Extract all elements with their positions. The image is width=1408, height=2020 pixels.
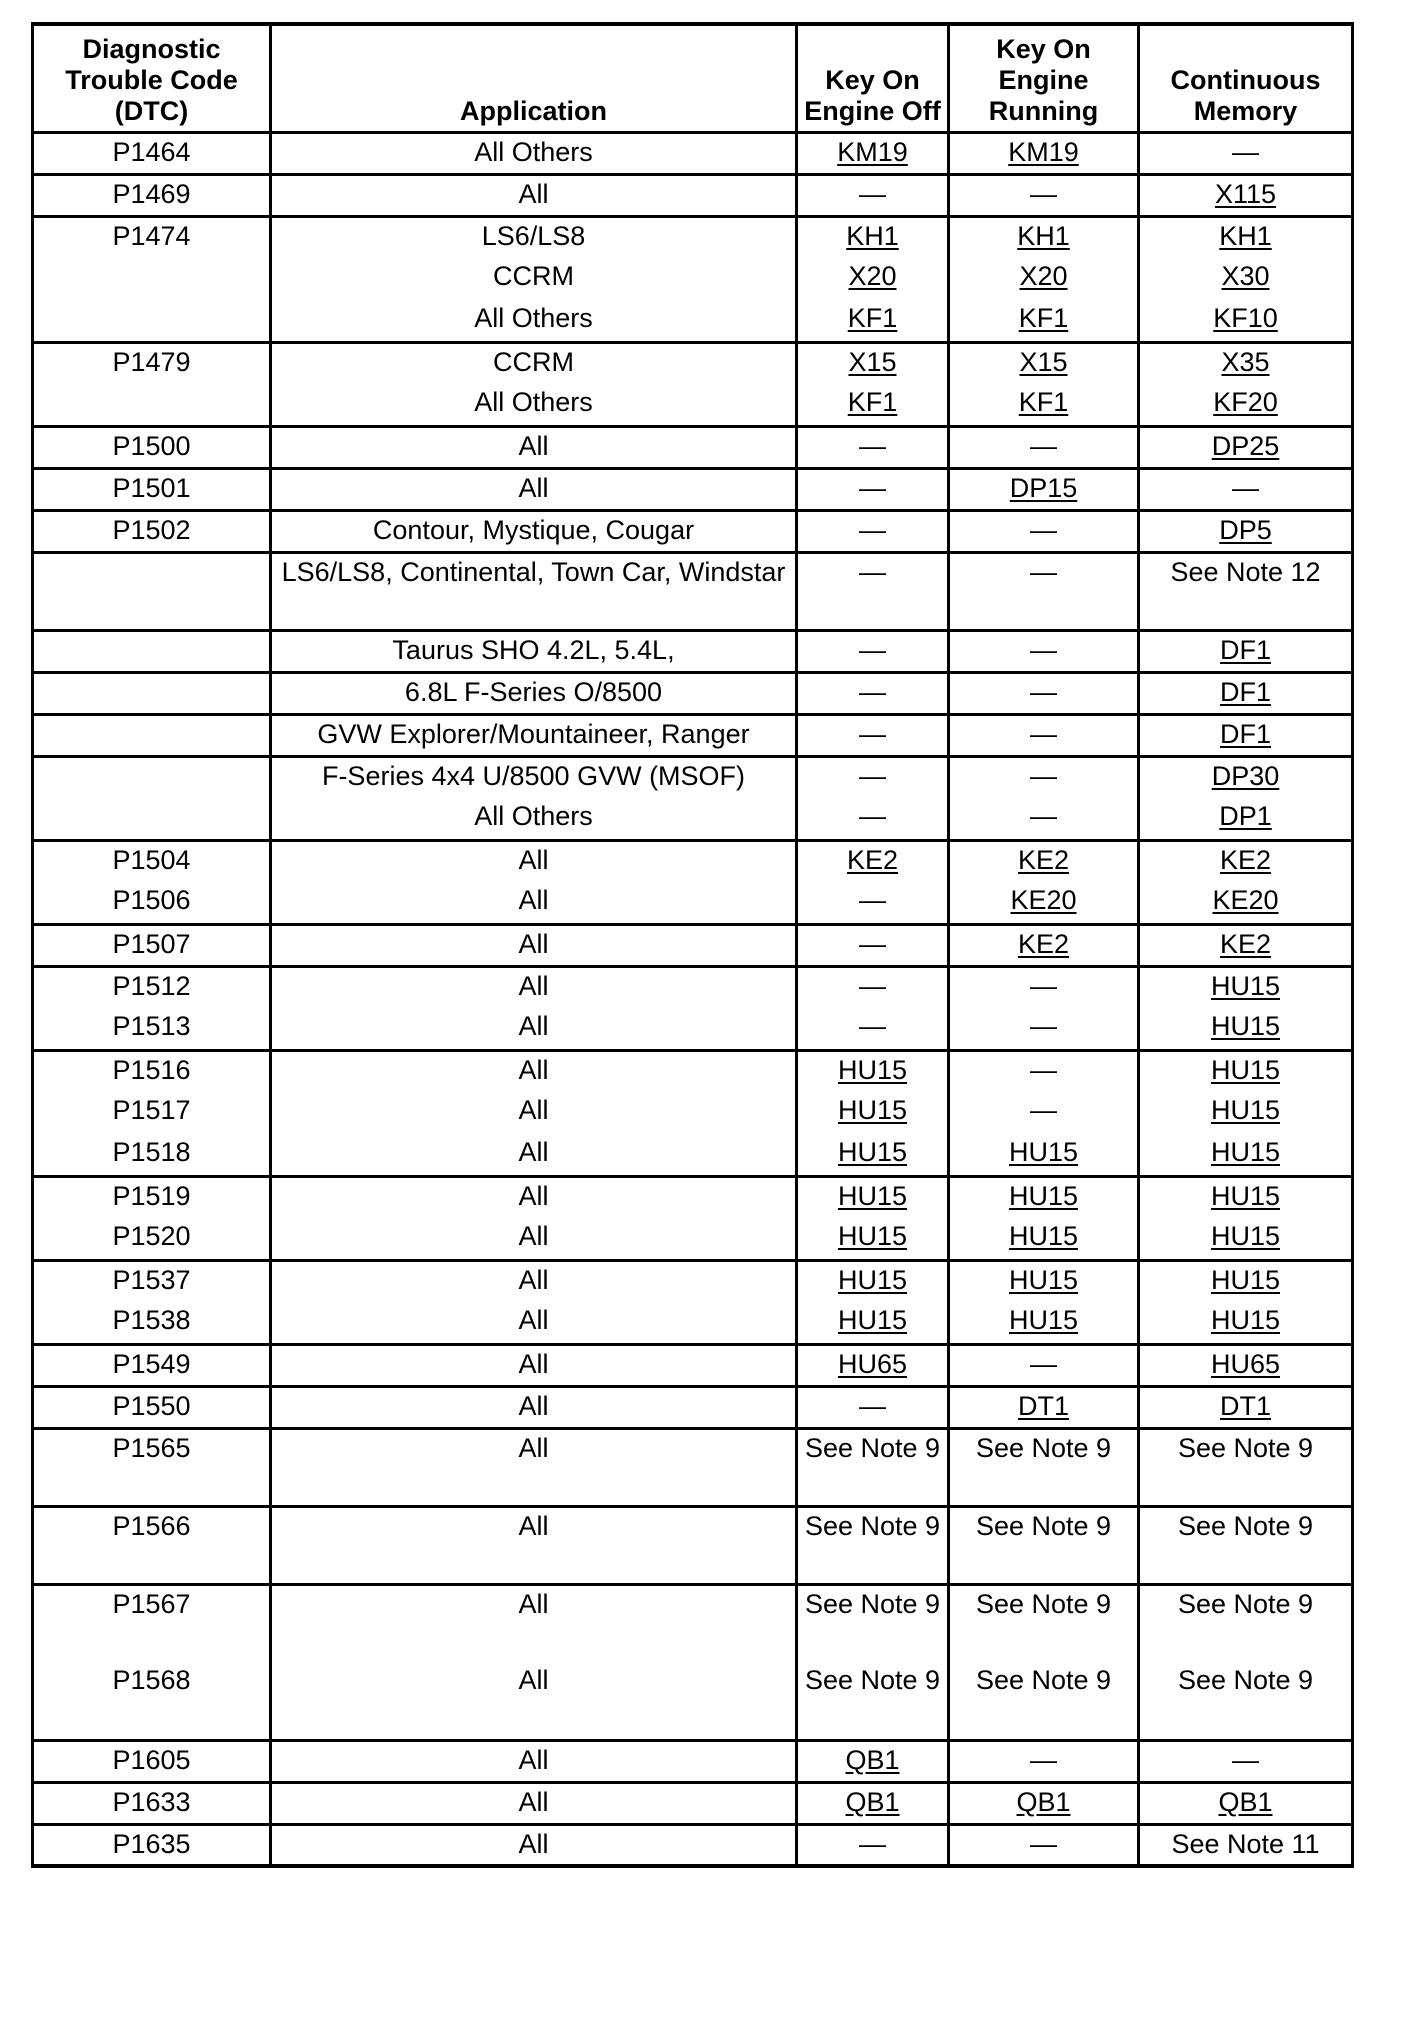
koeo-cell: HU15 [797, 1218, 949, 1260]
koeo-cell: KE2 [797, 840, 949, 882]
application-cell: All [271, 1260, 797, 1302]
dtc-cell: P1519 [33, 1176, 271, 1218]
table-row [33, 714, 1353, 756]
koeo-cell: QB1 [797, 1782, 949, 1824]
dtc-cell: P1479 [33, 342, 271, 384]
application-cell: LS6/LS8 [271, 216, 797, 258]
table-row [33, 426, 1353, 468]
koeo-cell: — [797, 174, 949, 216]
continuous-memory-cell: HU15 [1139, 1092, 1353, 1134]
koeo-cell: — [797, 510, 949, 552]
continuous-memory-cell: KF20 [1139, 384, 1353, 426]
dtc-cell: P1506 [33, 882, 271, 924]
continuous-memory-cell: HU15 [1139, 1134, 1353, 1176]
dtc-cell: P1517 [33, 1092, 271, 1134]
dtc-cell: P1469 [33, 174, 271, 216]
continuous-memory-cell: See Note 9 [1139, 1428, 1353, 1506]
table-row [33, 1506, 1353, 1584]
table-row [33, 882, 1353, 924]
continuous-memory-cell: KE2 [1139, 840, 1353, 882]
dtc-cell: P1501 [33, 468, 271, 510]
table-row [33, 174, 1353, 216]
koeo-cell: QB1 [797, 1740, 949, 1782]
continuous-memory-cell: HU15 [1139, 1050, 1353, 1092]
application-cell: All Others [271, 384, 797, 426]
koeo-cell: — [797, 798, 949, 840]
header-row [33, 24, 1353, 132]
dtc-cell [33, 798, 271, 840]
koer-cell: — [949, 714, 1139, 756]
continuous-memory-cell: KH1 [1139, 216, 1353, 258]
koeo-cell: HU15 [797, 1176, 949, 1218]
koer-cell: See Note 9 [949, 1428, 1139, 1506]
application-cell: Contour, Mystique, Cougar [271, 510, 797, 552]
koer-cell: KF1 [949, 300, 1139, 342]
koer-cell: — [949, 1344, 1139, 1386]
application-cell: All Others [271, 798, 797, 840]
koer-cell: HU15 [949, 1218, 1139, 1260]
application-cell: GVW Explorer/Mountaineer, Ranger [271, 714, 797, 756]
koer-cell: DP15 [949, 468, 1139, 510]
application-cell: All [271, 1050, 797, 1092]
koeo-cell: — [797, 630, 949, 672]
koeo-cell: KH1 [797, 216, 949, 258]
koeo-cell: See Note 9 [797, 1428, 949, 1506]
application-cell: All [271, 426, 797, 468]
table-row [33, 384, 1353, 426]
dtc-cell [33, 672, 271, 714]
continuous-memory-cell: — [1139, 1740, 1353, 1782]
application-cell: All [271, 1134, 797, 1176]
continuous-memory-cell: HU65 [1139, 1344, 1353, 1386]
dtc-cell: P1518 [33, 1134, 271, 1176]
table-row [33, 924, 1353, 966]
koeo-cell: See Note 9 [797, 1506, 949, 1584]
table-row [33, 840, 1353, 882]
continuous-memory-cell: DF1 [1139, 630, 1353, 672]
koeo-cell: — [797, 1008, 949, 1050]
continuous-memory-cell: HU15 [1139, 1260, 1353, 1302]
dtc-cell: P1635 [33, 1824, 271, 1866]
continuous-memory-cell: QB1 [1139, 1782, 1353, 1824]
koer-cell: — [949, 1050, 1139, 1092]
koeo-cell: — [797, 882, 949, 924]
dtc-cell: P1550 [33, 1386, 271, 1428]
table-row [33, 1008, 1353, 1050]
table-row [33, 1428, 1353, 1506]
application-cell: All [271, 840, 797, 882]
koer-cell: — [949, 966, 1139, 1008]
koeo-cell: X20 [797, 258, 949, 300]
koer-cell: — [949, 1008, 1139, 1050]
application-cell: CCRM [271, 342, 797, 384]
table-row [33, 1050, 1353, 1092]
koeo-cell: — [797, 1386, 949, 1428]
koer-cell: KH1 [949, 216, 1139, 258]
koeo-cell: HU15 [797, 1092, 949, 1134]
dtc-table-body [33, 132, 1353, 1866]
application-cell: All [271, 1092, 797, 1134]
koeo-cell: — [797, 714, 949, 756]
dtc-cell [33, 714, 271, 756]
dtc-cell: P1464 [33, 132, 271, 174]
koeo-cell: — [797, 1824, 949, 1866]
application-cell: All [271, 1506, 797, 1584]
dtc-cell: P1513 [33, 1008, 271, 1050]
table-row [33, 342, 1353, 384]
table-row [33, 756, 1353, 798]
continuous-memory-cell: KE2 [1139, 924, 1353, 966]
koer-cell: HU15 [949, 1176, 1139, 1218]
header-key-on-engine-running: Key On Engine Running [949, 24, 1139, 132]
koeo-cell: HU15 [797, 1050, 949, 1092]
table-row [33, 510, 1353, 552]
table-row [33, 1782, 1353, 1824]
dtc-cell: P1567 [33, 1584, 271, 1662]
dtc-cell: P1504 [33, 840, 271, 882]
header-continuous-memory: Continuous Memory [1139, 24, 1353, 132]
dtc-cell: P1516 [33, 1050, 271, 1092]
table-row [33, 1134, 1353, 1176]
koer-cell: X15 [949, 342, 1139, 384]
dtc-cell: P1502 [33, 510, 271, 552]
koer-cell: — [949, 1740, 1139, 1782]
continuous-memory-cell: DP1 [1139, 798, 1353, 840]
koer-cell: KE2 [949, 840, 1139, 882]
koeo-cell: HU15 [797, 1134, 949, 1176]
koer-cell: — [949, 174, 1139, 216]
application-cell: All [271, 1344, 797, 1386]
continuous-memory-cell: DF1 [1139, 714, 1353, 756]
continuous-memory-cell: DP5 [1139, 510, 1353, 552]
dtc-cell [33, 258, 271, 300]
table-row [33, 258, 1353, 300]
application-cell: 6.8L F-Series O/8500 [271, 672, 797, 714]
table-row [33, 1386, 1353, 1428]
table-row [33, 1584, 1353, 1662]
koeo-cell: See Note 9 [797, 1584, 949, 1662]
table-row [33, 1218, 1353, 1260]
application-cell: All [271, 1782, 797, 1824]
koer-cell: — [949, 798, 1139, 840]
table-row [33, 552, 1353, 630]
koer-cell: HU15 [949, 1260, 1139, 1302]
dtc-cell: P1605 [33, 1740, 271, 1782]
dtc-cell: P1568 [33, 1662, 271, 1740]
koer-cell: — [949, 426, 1139, 468]
continuous-memory-cell: See Note 9 [1139, 1506, 1353, 1584]
continuous-memory-cell: X30 [1139, 258, 1353, 300]
dtc-cell: P1538 [33, 1302, 271, 1344]
application-cell: All [271, 1662, 797, 1740]
application-cell: All [271, 1176, 797, 1218]
koer-cell: QB1 [949, 1782, 1139, 1824]
application-cell: All [271, 1218, 797, 1260]
header-application: Application [271, 24, 797, 132]
continuous-memory-cell: HU15 [1139, 1302, 1353, 1344]
application-cell: All [271, 174, 797, 216]
table-row [33, 300, 1353, 342]
application-cell: All [271, 882, 797, 924]
application-cell: F-Series 4x4 U/8500 GVW (MSOF) [271, 756, 797, 798]
continuous-memory-cell: KE20 [1139, 882, 1353, 924]
dtc-cell: P1507 [33, 924, 271, 966]
koeo-cell: KM19 [797, 132, 949, 174]
table-row [33, 216, 1353, 258]
dtc-cell: P1549 [33, 1344, 271, 1386]
koer-cell: — [949, 672, 1139, 714]
koer-cell: KE20 [949, 882, 1139, 924]
koer-cell: — [949, 1092, 1139, 1134]
koeo-cell: — [797, 756, 949, 798]
koeo-cell: — [797, 552, 949, 630]
dtc-cell: P1566 [33, 1506, 271, 1584]
koeo-cell: — [797, 672, 949, 714]
table-row [33, 1344, 1353, 1386]
dtc-cell: P1500 [33, 426, 271, 468]
continuous-memory-cell: DT1 [1139, 1386, 1353, 1428]
koeo-cell: HU65 [797, 1344, 949, 1386]
koer-cell: — [949, 1824, 1139, 1866]
koeo-cell: See Note 9 [797, 1662, 949, 1740]
table-row [33, 132, 1353, 174]
koeo-cell: X15 [797, 342, 949, 384]
table-row [33, 966, 1353, 1008]
koer-cell: KM19 [949, 132, 1139, 174]
table-row [33, 1176, 1353, 1218]
application-cell: All [271, 468, 797, 510]
continuous-memory-cell: — [1139, 468, 1353, 510]
koer-cell: See Note 9 [949, 1662, 1139, 1740]
koeo-cell: — [797, 426, 949, 468]
table-row [33, 630, 1353, 672]
koer-cell: — [949, 510, 1139, 552]
continuous-memory-cell: KF10 [1139, 300, 1353, 342]
table-row [33, 672, 1353, 714]
table-row [33, 1824, 1353, 1866]
table-row [33, 468, 1353, 510]
application-cell: All [271, 966, 797, 1008]
continuous-memory-cell: HU15 [1139, 1176, 1353, 1218]
continuous-memory-cell: HU15 [1139, 966, 1353, 1008]
dtc-cell [33, 756, 271, 798]
dtc-cell [33, 630, 271, 672]
application-cell: All [271, 1008, 797, 1050]
application-cell: Taurus SHO 4.2L, 5.4L, [271, 630, 797, 672]
application-cell: LS6/LS8, Continental, Town Car, Windstar [271, 552, 797, 630]
application-cell: All [271, 1584, 797, 1662]
koer-cell: KF1 [949, 384, 1139, 426]
table-row [33, 1302, 1353, 1344]
continuous-memory-cell: See Note 11 [1139, 1824, 1353, 1866]
koer-cell: DT1 [949, 1386, 1139, 1428]
application-cell: All [271, 1824, 797, 1866]
koeo-cell: KF1 [797, 300, 949, 342]
table-row [33, 1260, 1353, 1302]
continuous-memory-cell: HU15 [1139, 1008, 1353, 1050]
koer-cell: HU15 [949, 1302, 1139, 1344]
koeo-cell: KF1 [797, 384, 949, 426]
koer-cell: — [949, 552, 1139, 630]
continuous-memory-cell: HU15 [1139, 1218, 1353, 1260]
koeo-cell: HU15 [797, 1302, 949, 1344]
koeo-cell: — [797, 924, 949, 966]
application-cell: CCRM [271, 258, 797, 300]
koer-cell: — [949, 756, 1139, 798]
continuous-memory-cell: See Note 9 [1139, 1584, 1353, 1662]
table-row [33, 1092, 1353, 1134]
application-cell: All [271, 1302, 797, 1344]
dtc-table [31, 22, 1354, 1868]
header-key-on-engine-off: Key On Engine Off [797, 24, 949, 132]
koeo-cell: — [797, 966, 949, 1008]
application-cell: All Others [271, 300, 797, 342]
continuous-memory-cell: X115 [1139, 174, 1353, 216]
dtc-cell: P1520 [33, 1218, 271, 1260]
application-cell: All [271, 1428, 797, 1506]
continuous-memory-cell: DF1 [1139, 672, 1353, 714]
continuous-memory-cell: See Note 9 [1139, 1662, 1353, 1740]
continuous-memory-cell: X35 [1139, 342, 1353, 384]
koer-cell: See Note 9 [949, 1584, 1139, 1662]
application-cell: All Others [271, 132, 797, 174]
dtc-cell: P1633 [33, 1782, 271, 1824]
application-cell: All [271, 1386, 797, 1428]
dtc-cell: P1512 [33, 966, 271, 1008]
dtc-cell [33, 384, 271, 426]
koer-cell: HU15 [949, 1134, 1139, 1176]
dtc-cell [33, 300, 271, 342]
dtc-cell: P1474 [33, 216, 271, 258]
koer-cell: — [949, 630, 1139, 672]
koer-cell: See Note 9 [949, 1506, 1139, 1584]
table-row [33, 798, 1353, 840]
application-cell: All [271, 924, 797, 966]
continuous-memory-cell: DP25 [1139, 426, 1353, 468]
koeo-cell: — [797, 468, 949, 510]
dtc-cell [33, 552, 271, 630]
header-dtc: Diagnostic Trouble Code (DTC) [33, 24, 271, 132]
koer-cell: KE2 [949, 924, 1139, 966]
dtc-cell: P1537 [33, 1260, 271, 1302]
koer-cell: X20 [949, 258, 1139, 300]
table-row [33, 1740, 1353, 1782]
koeo-cell: HU15 [797, 1260, 949, 1302]
continuous-memory-cell: See Note 12 [1139, 552, 1353, 630]
dtc-cell: P1565 [33, 1428, 271, 1506]
continuous-memory-cell: DP30 [1139, 756, 1353, 798]
application-cell: All [271, 1740, 797, 1782]
continuous-memory-cell: — [1139, 132, 1353, 174]
table-row [33, 1662, 1353, 1740]
